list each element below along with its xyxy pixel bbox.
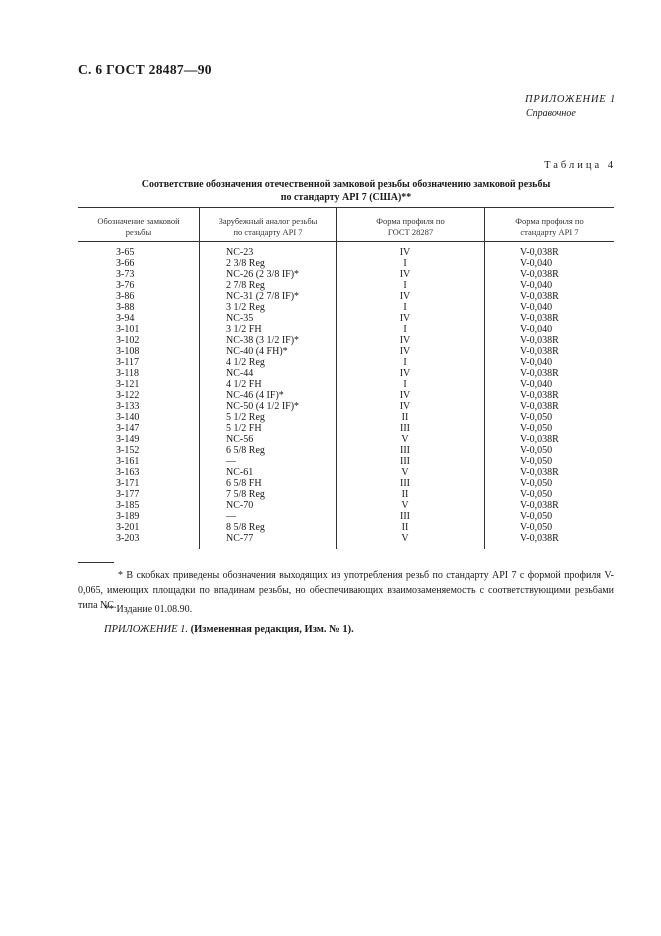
cell-designation: З-122	[116, 390, 140, 401]
cell-gost-profile: III	[400, 511, 410, 522]
cell-designation: З-201	[116, 522, 140, 533]
cell-api-profile: V-0,038R	[520, 467, 559, 478]
cell-api-analog: NC-44	[226, 368, 254, 379]
col-header-gost-profile: Форма профиля по ГОСТ 28287	[376, 216, 445, 237]
footnote-rule	[78, 562, 114, 563]
cell-api-analog: NC-77	[226, 533, 254, 544]
cell-api-analog: NC-56	[226, 434, 254, 445]
modification-note	[104, 624, 354, 635]
cell-gost-profile: IV	[399, 247, 411, 258]
cell-api-analog: 5 1/2 Reg	[226, 412, 265, 423]
cell-gost-profile: IV	[399, 390, 411, 401]
cell-api-analog: 3 1/2 FH	[226, 324, 262, 335]
cell-api-profile: V-0,038R	[520, 390, 559, 401]
cell-designation: З-65	[116, 247, 135, 258]
cell-gost-profile: V	[401, 434, 409, 445]
cell-designation: З-140	[116, 412, 140, 423]
table-col-divider	[484, 207, 485, 549]
cell-designation: З-189	[116, 511, 140, 522]
cell-gost-profile: I	[403, 258, 407, 269]
cell-designation: З-117	[116, 357, 139, 368]
cell-designation: З-76	[116, 280, 135, 291]
cell-designation: З-121	[116, 379, 140, 390]
col-header-api-analog: Зарубежный аналог резьбы по стандарту API 7	[218, 216, 318, 237]
cell-designation: З-94	[116, 313, 135, 324]
col-header-api-profile: Форма профиля по стандарту API 7	[515, 216, 584, 237]
cell-api-analog: NC-61	[226, 467, 254, 478]
cell-api-profile: V-0,050	[520, 456, 553, 467]
cell-api-analog: 8 5/8 Reg	[226, 522, 265, 533]
cell-gost-profile: I	[403, 357, 407, 368]
cell-api-analog: 3 1/2 Reg	[226, 302, 265, 313]
cell-gost-profile: I	[403, 324, 407, 335]
cell-api-analog: NC-70	[226, 500, 254, 511]
cell-designation: З-171	[116, 478, 140, 489]
cell-api-profile: V-0,040	[520, 324, 553, 335]
cell-designation: З-147	[116, 423, 140, 434]
cell-api-profile: V-0,050	[520, 445, 553, 456]
cell-api-profile: V-0,040	[520, 258, 553, 269]
table-column-gost-profile	[360, 247, 450, 544]
cell-designation: З-66	[116, 258, 135, 269]
cell-api-analog: NC-46 (4 IF)*	[226, 390, 284, 401]
cell-designation: З-108	[116, 346, 140, 357]
cell-api-analog: 4 1/2 FH	[226, 379, 262, 390]
cell-designation: З-102	[116, 335, 140, 346]
cell-gost-profile: II	[401, 522, 409, 533]
table-column-api-analog	[226, 247, 334, 544]
table-caption-line1: Соответствие обозначения отечественной замковой резьбы обозначению замковой резьбы	[141, 179, 551, 190]
cell-gost-profile: III	[400, 423, 410, 434]
cell-designation: З-161	[116, 456, 140, 467]
cell-api-profile: V-0,038R	[520, 434, 559, 445]
table-column-designation	[116, 247, 196, 544]
table-col-divider	[336, 207, 337, 549]
footnote-2: ** Издание 01.08.90.	[104, 604, 193, 615]
cell-api-analog: —	[226, 511, 236, 522]
cell-api-profile: V-0,038R	[520, 269, 559, 280]
cell-designation: З-88	[116, 302, 135, 313]
cell-designation: З-163	[116, 467, 140, 478]
cell-gost-profile: IV	[399, 291, 411, 302]
cell-api-analog: NC-50 (4 1/2 IF)*	[226, 401, 300, 412]
cell-api-analog: 2 7/8 Reg	[226, 280, 265, 291]
cell-gost-profile: IV	[399, 269, 411, 280]
cell-api-profile: V-0,038R	[520, 401, 559, 412]
cell-gost-profile: IV	[399, 335, 411, 346]
cell-api-analog: NC-35	[226, 313, 254, 324]
cell-designation: З-152	[116, 445, 140, 456]
cell-designation: З-101	[116, 324, 140, 335]
cell-gost-profile: III	[400, 456, 410, 467]
modification-text: (Измененная редакция, Изм. № 1).	[190, 624, 354, 635]
cell-api-profile: V-0,040	[520, 280, 553, 291]
cell-api-profile: V-0,040	[520, 379, 553, 390]
modification-prefix: ПРИЛОЖЕНИЕ 1.	[104, 624, 188, 635]
cell-gost-profile: IV	[399, 401, 411, 412]
col-header-designation: Обозначение замковой резьбы	[97, 216, 180, 237]
cell-gost-profile: I	[403, 379, 407, 390]
cell-api-profile: V-0,038R	[520, 346, 559, 357]
cell-api-profile: V-0,040	[520, 302, 553, 313]
cell-api-analog: NC-31 (2 7/8 IF)*	[226, 291, 300, 302]
cell-api-analog: 4 1/2 Reg	[226, 357, 265, 368]
cell-designation: З-86	[116, 291, 135, 302]
cell-api-analog: 6 5/8 FH	[226, 478, 262, 489]
cell-gost-profile: I	[403, 280, 407, 291]
cell-gost-profile: V	[401, 467, 409, 478]
cell-api-profile: V-0,050	[520, 511, 553, 522]
cell-designation: З-73	[116, 269, 135, 280]
cell-gost-profile: V	[401, 533, 409, 544]
cell-api-profile: V-0,038R	[520, 335, 559, 346]
cell-api-profile: V-0,038R	[520, 291, 559, 302]
cell-gost-profile: I	[403, 302, 407, 313]
table-caption	[78, 178, 614, 204]
cell-designation: З-118	[116, 368, 139, 379]
cell-api-profile: V-0,050	[520, 412, 553, 423]
appendix-subtitle: Справочное	[526, 108, 576, 119]
table-column-api-profile	[520, 247, 610, 544]
cell-api-profile: V-0,050	[520, 478, 553, 489]
table-number: Таблица 4	[544, 160, 616, 171]
cell-api-profile: V-0,050	[520, 489, 553, 500]
cell-api-analog: 2 3/8 Reg	[226, 258, 265, 269]
table-col-divider	[199, 207, 200, 549]
cell-api-analog: 7 5/8 Reg	[226, 489, 265, 500]
cell-api-analog: 6 5/8 Reg	[226, 445, 265, 456]
cell-designation: З-203	[116, 533, 140, 544]
cell-api-profile: V-0,038R	[520, 533, 559, 544]
cell-api-profile: V-0,038R	[520, 368, 559, 379]
cell-api-profile: V-0,038R	[520, 313, 559, 324]
cell-api-analog: NC-26 (2 3/8 IF)*	[226, 269, 300, 280]
cell-api-analog: NC-38 (3 1/2 IF)*	[226, 335, 300, 346]
page-header: С. 6 ГОСТ 28487—90	[78, 62, 212, 77]
cell-gost-profile: IV	[399, 368, 411, 379]
table-header-rule	[78, 241, 614, 242]
cell-designation: З-149	[116, 434, 140, 445]
cell-api-profile: V-0,050	[520, 423, 553, 434]
cell-api-profile: V-0,038R	[520, 247, 559, 258]
cell-api-analog: —	[226, 456, 236, 467]
cell-gost-profile: II	[401, 489, 409, 500]
cell-designation: З-185	[116, 500, 140, 511]
footnote-1: * В скобках приведены обозначения выходящих из употребления резьб по стандарту API 7 с формой профиля V-0,065, имеющих площадки по впадинам резьбы, но обеспечивающих взаимозаменяемость с соответствующими резьбами типа NC.	[78, 570, 614, 611]
cell-api-profile: V-0,038R	[520, 500, 559, 511]
appendix-title: ПРИЛОЖЕНИЕ 1	[525, 94, 616, 105]
cell-api-profile: V-0,050	[520, 522, 553, 533]
cell-gost-profile: IV	[399, 313, 411, 324]
cell-gost-profile: III	[400, 478, 410, 489]
table-top-rule	[78, 207, 614, 208]
table-caption-line2: по стандарту API 7 (США)**	[280, 192, 412, 203]
cell-gost-profile: III	[400, 445, 410, 456]
cell-gost-profile: II	[401, 412, 409, 423]
cell-designation: З-177	[116, 489, 140, 500]
cell-designation: З-133	[116, 401, 140, 412]
cell-api-analog: 5 1/2 FH	[226, 423, 262, 434]
cell-gost-profile: V	[401, 500, 409, 511]
cell-gost-profile: IV	[399, 346, 411, 357]
cell-api-profile: V-0,040	[520, 357, 553, 368]
cell-api-analog: NC-40 (4 FH)*	[226, 346, 288, 357]
cell-api-analog: NC-23	[226, 247, 254, 258]
